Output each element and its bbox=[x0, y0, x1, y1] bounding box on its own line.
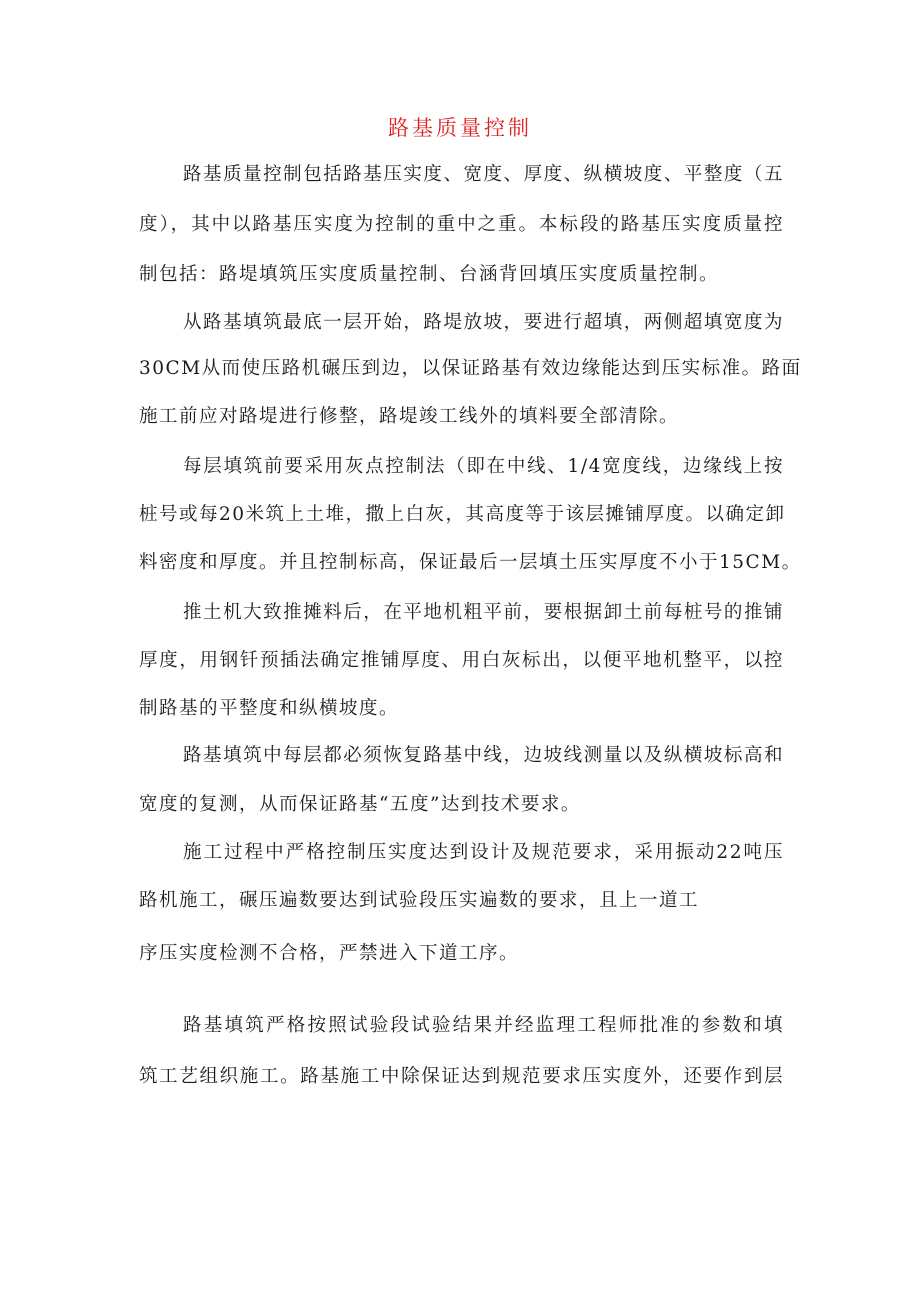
paragraph-line: 推土机大致推摊料后，在平地机粗平前，要根据卸土前每桩号的推铺 bbox=[183, 602, 784, 623]
paragraph-line: 制路基的平整度和纵横坡度。 bbox=[139, 698, 400, 719]
paragraph-line: 序压实度检测不合格，严禁进入下道工序。 bbox=[139, 943, 520, 964]
paragraph-line: 施工前应对路堤进行修整，路堤竣工线外的填料要全部清除。 bbox=[139, 406, 680, 427]
paragraph-line: 桩号或每20米筑上土堆，撒上白灰，其高度等于该层摊铺厚度。以确定卸 bbox=[139, 504, 786, 525]
paragraph-line: 筑工艺组织施工。路基施工中除保证达到规范要求压实度外，还要作到层 bbox=[139, 1066, 784, 1087]
paragraph-line: 路机施工，碾压遍数要达到试验段压实遍数的要求，且上一道工 bbox=[139, 890, 700, 911]
paragraph-line: 路基填筑严格按照试验段试验结果并经监理工程师批准的参数和填 bbox=[183, 1015, 784, 1036]
document-title: 路基质量控制 bbox=[388, 116, 532, 140]
paragraph-line: 每层填筑前要采用灰点控制法（即在中线、1/4宽度线，边缘线上按 bbox=[183, 456, 784, 477]
paragraph-line: 30CM从而使压路机碾压到边，以保证路基有效边缘能达到压实标准。路面 bbox=[139, 358, 802, 379]
paragraph-line: 宽度的复测，从而保证路基“五度”达到技术要求。 bbox=[139, 794, 581, 815]
paragraph-line: 施工过程中严格控制压实度达到设计及规范要求，采用振动22吨压 bbox=[183, 842, 784, 863]
paragraph-line: 度），其中以路基压实度为控制的重中之重。本标段的路基压实度质量控 bbox=[139, 214, 784, 235]
paragraph-line: 路基质量控制包括路基压实度、宽度、厚度、纵横坡度、平整度（五 bbox=[183, 164, 784, 185]
paragraph-line: 从路基填筑最底一层开始，路堤放坡，要进行超填，两侧超填宽度为 bbox=[183, 312, 784, 333]
paragraph-line: 路基填筑中每层都必须恢复路基中线，边坡线测量以及纵横坡标高和 bbox=[183, 745, 784, 766]
paragraph-line: 料密度和厚度。并且控制标高，保证最后一层填土压实厚度不小于15CM。 bbox=[139, 552, 802, 573]
paragraph-line: 制包括：路堤填筑压实度质量控制、台涵背回填压实度质量控制。 bbox=[139, 264, 720, 285]
paragraph-line: 厚度，用钢钎预插法确定推铺厚度、用白灰标出，以便平地机整平，以控 bbox=[139, 650, 784, 671]
